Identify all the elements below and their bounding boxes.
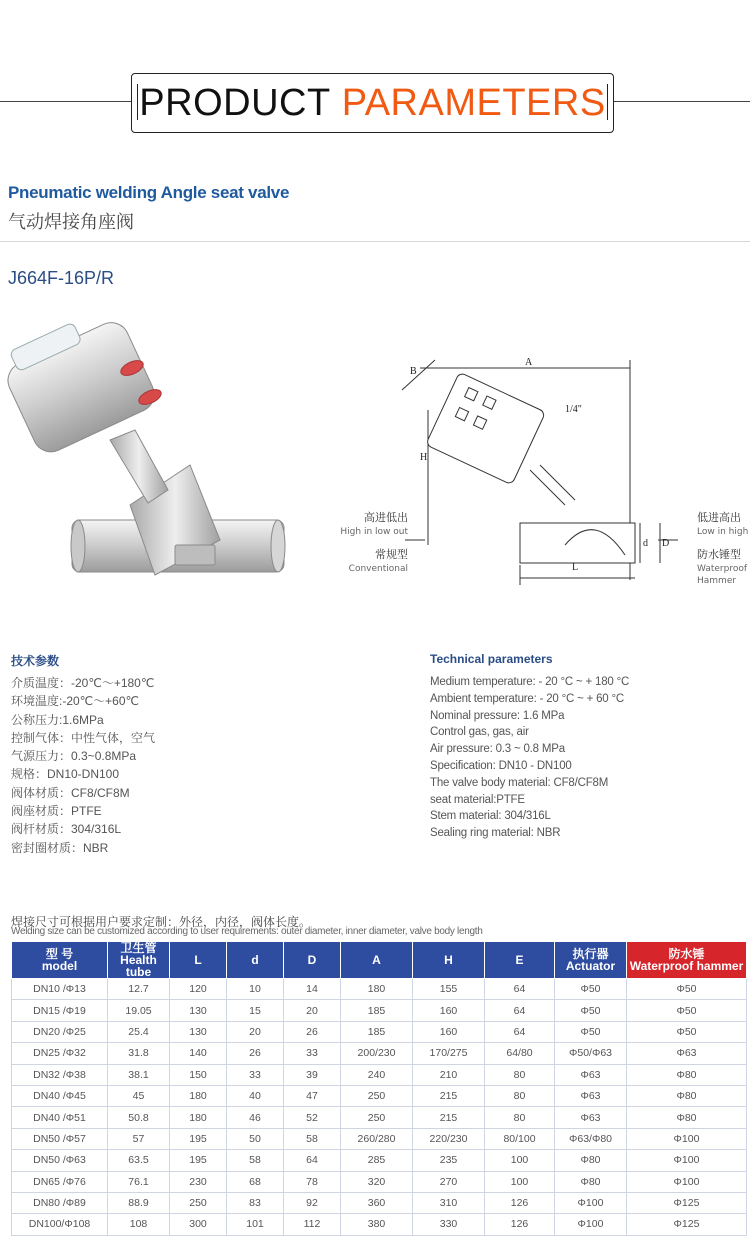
param-cn-row: 气源压力：0.3~0.8MPa [11, 749, 137, 764]
header-line-2: model [41, 959, 78, 973]
table-body [12, 979, 747, 1236]
header-line-1: 防水锤 [668, 947, 705, 961]
header-line-1: 卫生管 [120, 941, 157, 955]
table-cell: 285 [341, 1150, 413, 1171]
param-cn-row: 阀座材质：PTFE [11, 804, 102, 819]
dim-l-label: L [572, 562, 579, 573]
left-label-cn1: 高进低出 [364, 511, 408, 524]
header-line-1: 型 号 [45, 947, 74, 961]
product-title-en: Pneumatic welding Angle seat valve [8, 183, 290, 202]
table-cell: Φ50 [627, 979, 747, 1000]
table-cell: 195 [170, 1150, 227, 1171]
table-cell: 160 [413, 1000, 485, 1021]
header-line-1: 执行器 [572, 947, 609, 961]
table-cell: 126 [485, 1192, 555, 1213]
table-cell: 26 [227, 1043, 284, 1064]
section-banner [131, 73, 614, 133]
table-cell: 215 [413, 1107, 485, 1128]
product-title-cn: 气动焊接角座阀 [8, 212, 134, 232]
table-cell: 170/275 [413, 1043, 485, 1064]
table-cell: 112 [284, 1214, 341, 1235]
banner-word-parameters: PARAMETERS [341, 81, 606, 124]
param-en-row: Medium temperature: - 20 °C ~ + 180 °C [430, 676, 630, 688]
table-cell: 80 [485, 1064, 555, 1085]
params-en-heading: Technical parameters [430, 652, 553, 666]
param-en-row: Ambient temperature: - 20 °C ~ + 60 °C [430, 692, 624, 705]
table-header-cell [170, 942, 227, 979]
table-cell: 220/230 [413, 1128, 485, 1149]
table-cell: Φ63 [627, 1043, 747, 1064]
table-cell: 200/230 [341, 1043, 413, 1064]
table-cell: DN20 /Φ25 [12, 1021, 108, 1042]
table-header-cell [413, 942, 485, 979]
table-cell: 31.8 [108, 1043, 170, 1064]
param-en-row: Control gas, gas, air [430, 726, 529, 739]
right-label-cn2: 防水锤型 [697, 548, 741, 561]
table-cell: Φ50 [555, 1021, 627, 1042]
table-cell: 185 [341, 1021, 413, 1042]
header-line-2: Actuator [565, 959, 616, 973]
table-row [12, 1107, 747, 1128]
table-cell: 10 [227, 979, 284, 1000]
table-header-cell [284, 942, 341, 979]
table-header-cell [485, 942, 555, 979]
table-header-cell [12, 942, 108, 979]
table-cell: 80 [485, 1085, 555, 1106]
table-cell: 63.5 [108, 1150, 170, 1171]
params-cn-heading: 技术参数 [11, 654, 60, 668]
param-cn-row: 介质温度：-20℃～+180℃ [11, 676, 155, 690]
table-row [12, 979, 747, 1000]
table-cell: Φ100 [627, 1171, 747, 1192]
dim-D-label: D [662, 538, 670, 549]
table-cell: 58 [284, 1128, 341, 1149]
table-cell: 230 [170, 1171, 227, 1192]
table-cell: 76.1 [108, 1171, 170, 1192]
table-row [12, 1085, 747, 1106]
param-cn-row: 环境温度:-20℃～+60℃ [11, 694, 139, 709]
table-cell: 180 [170, 1107, 227, 1128]
table-cell: DN15 /Φ19 [12, 1000, 108, 1021]
table-cell: 100 [485, 1171, 555, 1192]
table-cell: 64 [485, 979, 555, 1000]
table-cell: 47 [284, 1085, 341, 1106]
left-label-cn2: 常规型 [375, 548, 408, 561]
right-label-cn1: 低进高出 [697, 511, 741, 524]
table-cell: 250 [341, 1085, 413, 1106]
table-cell: Φ80 [555, 1171, 627, 1192]
table-cell: DN50 /Φ63 [12, 1150, 108, 1171]
table-cell: Φ80 [627, 1085, 747, 1106]
param-cn-row: 密封圈材质：NBR [11, 840, 109, 855]
table-cell: 180 [341, 979, 413, 1000]
table-row [12, 1000, 747, 1021]
table-cell: Φ125 [627, 1192, 747, 1213]
param-en-row: Nominal pressure: 1.6 MPa [430, 709, 565, 722]
table-cell: 19.05 [108, 1000, 170, 1021]
table-cell: DN32 /Φ38 [12, 1064, 108, 1085]
table-cell: 235 [413, 1150, 485, 1171]
table-cell: 120 [170, 979, 227, 1000]
valve-photo [0, 305, 290, 595]
weld-note-cn: 焊接尺寸可根据用户要求定制：外径，内径，阀体长度。 [11, 915, 312, 929]
right-label-en1: Low in high [697, 527, 749, 537]
right-label-en2b: Hammer [697, 576, 737, 586]
table-cell: Φ63 [555, 1064, 627, 1085]
table-row [12, 1021, 747, 1042]
table-header-row [12, 942, 747, 979]
header-line-1: L [194, 953, 202, 967]
header-line-1: D [307, 953, 317, 967]
param-en-row: Stem material: 304/316L [430, 810, 551, 823]
param-en-row: Air pressure: 0.3 ~ 0.8 MPa [430, 743, 565, 756]
table-row [12, 1064, 747, 1085]
table-cell: 270 [413, 1171, 485, 1192]
title-divider [0, 241, 750, 242]
table-cell: 33 [227, 1064, 284, 1085]
table-cell: Φ63 [555, 1107, 627, 1128]
table-cell: 64 [485, 1000, 555, 1021]
table-row [12, 1150, 747, 1171]
table-cell: 88.9 [108, 1192, 170, 1213]
table-cell: DN80 /Φ89 [12, 1192, 108, 1213]
table-header-cell [627, 942, 747, 979]
table-cell: 92 [284, 1192, 341, 1213]
table-cell: 180 [170, 1085, 227, 1106]
table-cell: 83 [227, 1192, 284, 1213]
table-header-cell [227, 942, 284, 979]
banner-word-product: PRODUCT [139, 81, 331, 124]
dim-a-label: A [525, 357, 533, 368]
table-cell: DN40 /Φ45 [12, 1085, 108, 1106]
table-cell: DN100/Φ108 [12, 1214, 108, 1235]
table-cell: Φ50 [555, 979, 627, 1000]
table-header-cell [341, 942, 413, 979]
table-cell: Φ100 [555, 1214, 627, 1235]
table-cell: 320 [341, 1171, 413, 1192]
table-cell: 20 [284, 1000, 341, 1021]
table-cell: 100 [485, 1150, 555, 1171]
params-en-block [430, 652, 740, 842]
table-cell: Φ63 [555, 1085, 627, 1106]
table-cell: DN50 /Φ57 [12, 1128, 108, 1149]
table-cell: Φ80 [627, 1107, 747, 1128]
table-cell: DN65 /Φ76 [12, 1171, 108, 1192]
table-cell: 46 [227, 1107, 284, 1128]
params-cn-block [11, 652, 311, 857]
banner-right-tick [607, 84, 608, 120]
dim-h-label: H [420, 452, 428, 463]
header-line-2: Health tube [120, 953, 157, 979]
table-row [12, 1192, 747, 1213]
table-row [12, 1043, 747, 1064]
header-line-2: Waterproof hammer [629, 959, 744, 973]
table-cell: 250 [341, 1107, 413, 1128]
table-cell: Φ50 [627, 1000, 747, 1021]
param-en-row: seat material:PTFE [430, 793, 525, 806]
table-cell: Φ100 [627, 1150, 747, 1171]
header-line-1: d [251, 953, 259, 967]
table-cell: 360 [341, 1192, 413, 1213]
table-cell: 50.8 [108, 1107, 170, 1128]
table-cell: 33 [284, 1043, 341, 1064]
table-cell: 58 [227, 1150, 284, 1171]
right-label-en2a: Waterproof [697, 564, 748, 574]
table-cell: 68 [227, 1171, 284, 1192]
param-cn-row: 控制气体：中性气体，空气 [11, 730, 156, 745]
dim-d-label: d [643, 538, 648, 549]
param-en-row: The valve body material: CF8/CF8M [430, 776, 609, 789]
table-cell: 14 [284, 979, 341, 1000]
port-size-label: 1/4" [565, 404, 582, 415]
table-cell: 26 [284, 1021, 341, 1042]
table-row [12, 1214, 747, 1235]
spec-table [11, 941, 747, 1236]
header-line-1: H [444, 953, 453, 967]
table-cell: 15 [227, 1000, 284, 1021]
table-cell: Φ80 [555, 1150, 627, 1171]
table-header-cell [555, 942, 627, 979]
table-cell: DN40 /Φ51 [12, 1107, 108, 1128]
table-cell: DN10 /Φ13 [12, 979, 108, 1000]
table-cell: 380 [341, 1214, 413, 1235]
table-cell: 126 [485, 1214, 555, 1235]
param-cn-row: 阀体材质：CF8/CF8M [11, 785, 130, 800]
table-cell: 140 [170, 1043, 227, 1064]
table-cell: Φ125 [627, 1214, 747, 1235]
table-cell: 250 [170, 1192, 227, 1213]
left-label-en1: High in low out [340, 527, 408, 537]
table-cell: 39 [284, 1064, 341, 1085]
table-cell: Φ63/Φ80 [555, 1128, 627, 1149]
table-cell: Φ50 [627, 1021, 747, 1042]
table-cell: 215 [413, 1085, 485, 1106]
table-cell: 45 [108, 1085, 170, 1106]
table-cell: Φ100 [627, 1128, 747, 1149]
table-cell: 52 [284, 1107, 341, 1128]
table-cell: 150 [170, 1064, 227, 1085]
param-cn-row: 规格：DN10-DN100 [11, 767, 120, 782]
weld-note-en: Welding size can be customized according to user requirements: outer diameter, inner diameter, valve body length [11, 926, 483, 937]
banner-left-tick [137, 84, 138, 120]
dim-b-label: B [410, 366, 417, 377]
table-cell: 40 [227, 1085, 284, 1106]
table-cell: 130 [170, 1021, 227, 1042]
model-code: J664F-16P/R [8, 268, 115, 288]
table-header-cell [108, 942, 170, 979]
table-cell: 80 [485, 1107, 555, 1128]
table-row [12, 1171, 747, 1192]
param-cn-row: 阀杆材质：304/316L [11, 822, 122, 837]
table-cell: 108 [108, 1214, 170, 1235]
header-line-1: A [372, 953, 381, 967]
table-cell: 38.1 [108, 1064, 170, 1085]
table-cell: DN25 /Φ32 [12, 1043, 108, 1064]
param-en-row: Specification: DN10 - DN100 [430, 759, 572, 772]
table-cell: 101 [227, 1214, 284, 1235]
table-cell: 64/80 [485, 1043, 555, 1064]
param-cn-row: 公称压力:1.6MPa [11, 712, 104, 727]
table-cell: 78 [284, 1171, 341, 1192]
table-cell: 310 [413, 1192, 485, 1213]
table-cell: 155 [413, 979, 485, 1000]
table-cell: 57 [108, 1128, 170, 1149]
table-cell: 260/280 [341, 1128, 413, 1149]
table-cell: 185 [341, 1000, 413, 1021]
table-cell: 130 [170, 1000, 227, 1021]
left-label-en2: Conventional [348, 564, 408, 574]
table-cell: 80/100 [485, 1128, 555, 1149]
table-row [12, 1128, 747, 1149]
table-cell: Φ80 [627, 1064, 747, 1085]
valve-drawing [340, 350, 750, 595]
table-cell: 25.4 [108, 1021, 170, 1042]
table-cell: 64 [485, 1021, 555, 1042]
param-en-row: Sealing ring material: NBR [430, 827, 561, 840]
table-cell: 50 [227, 1128, 284, 1149]
table-cell: 160 [413, 1021, 485, 1042]
table-cell: 330 [413, 1214, 485, 1235]
table-cell: Φ50/Φ63 [555, 1043, 627, 1064]
table-cell: Φ100 [555, 1192, 627, 1213]
table-cell: 12.7 [108, 979, 170, 1000]
table-cell: 20 [227, 1021, 284, 1042]
table-cell: 240 [341, 1064, 413, 1085]
table-cell: 64 [284, 1150, 341, 1171]
table-cell: 195 [170, 1128, 227, 1149]
table-cell: 300 [170, 1214, 227, 1235]
table-cell: Φ50 [555, 1000, 627, 1021]
table-cell: 210 [413, 1064, 485, 1085]
header-line-1: E [515, 953, 524, 967]
